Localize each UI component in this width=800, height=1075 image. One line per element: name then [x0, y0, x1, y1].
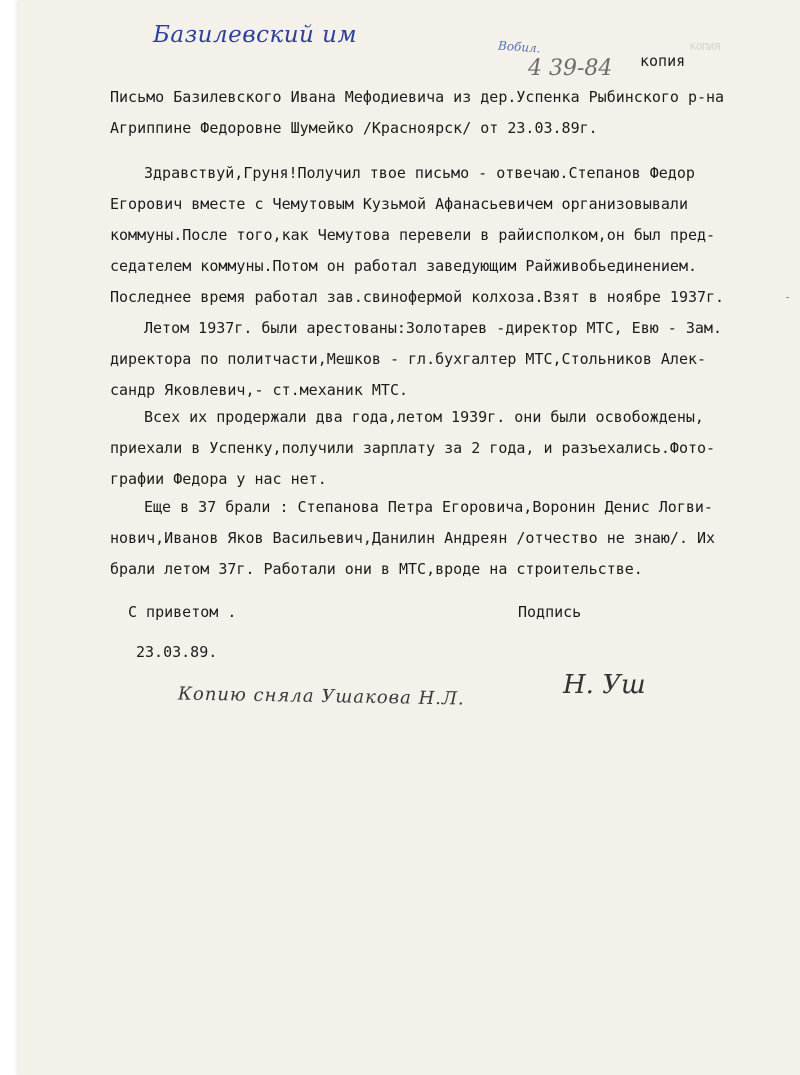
closing-date: 23.03.89.: [136, 643, 218, 661]
body-line: Еще в 37 брали : Степанова Петра Егоровича,Воронин Денис Логви-: [144, 498, 713, 516]
body-line: нович,Иванов Яков Васильевич,Данилин Андреян /отчество не знаю/. Их: [110, 529, 716, 547]
body-line: коммуны.После того,как Чемутова перевели в райисполком,он был пред-: [110, 226, 716, 244]
margin-mark: -: [784, 290, 792, 304]
body-line: приехали в Успенку,получили зарплату за 2 года, и разъехались.Фото-: [110, 439, 716, 457]
handwritten-signature: Н. Уш: [563, 670, 646, 700]
body-line: Последнее время работал зав.свинофермой колхоза.Взят в ноябре 1937г.: [110, 288, 725, 306]
handwritten-name-heading: Базилевский им: [153, 22, 358, 48]
title-line-1: Письмо Базилевского Ивана Мефодиевича из дер.Успенка Рыбинского р-на: [110, 88, 725, 106]
body-line: графии Федора у нас нет.: [110, 470, 327, 488]
body-line: Летом 1937г. были арестованы:Золотарев -директор МТС, Евю - Зам.: [144, 319, 722, 337]
handwritten-small-note: Вобил.: [497, 38, 541, 56]
body-line: Егорович вместе с Чемутовым Кузьмой Афанасьевичем организовывали: [110, 195, 688, 213]
faint-stamp: КОПИЯ: [690, 42, 721, 53]
document-page: [18, 0, 800, 1075]
copy-label: копия: [640, 52, 686, 70]
body-line: Здравствуй,Груня!Получил твое письмо - отвечаю.Степанов Федор: [144, 164, 695, 182]
body-line: директора по политчасти,Мешков - гл.бухгалтер МТС,Стольников Алек-: [110, 350, 707, 368]
body-line: Всех их продержали два года,летом 1939г. они были освобождены,: [144, 408, 704, 426]
closing-greeting: С приветом .: [128, 603, 237, 621]
title-line-2: Агриппине Федоровне Шумейко /Красноярск/ от 23.03.89г.: [110, 119, 598, 137]
handwritten-file-number: 4 39-84: [528, 56, 613, 81]
body-line: седателем коммуны.Потом он работал заведующим Райживобьединением.: [110, 257, 697, 275]
signature-label: Подпись: [518, 603, 582, 621]
body-line: брали летом 37г. Работали они в МТС,вроде на строительстве.: [110, 560, 643, 578]
handwritten-copy-note: Копию сняла Ушакова Н.Л.: [177, 683, 465, 710]
body-line: сандр Яковлевич,- ст.механик МТС.: [110, 381, 409, 399]
